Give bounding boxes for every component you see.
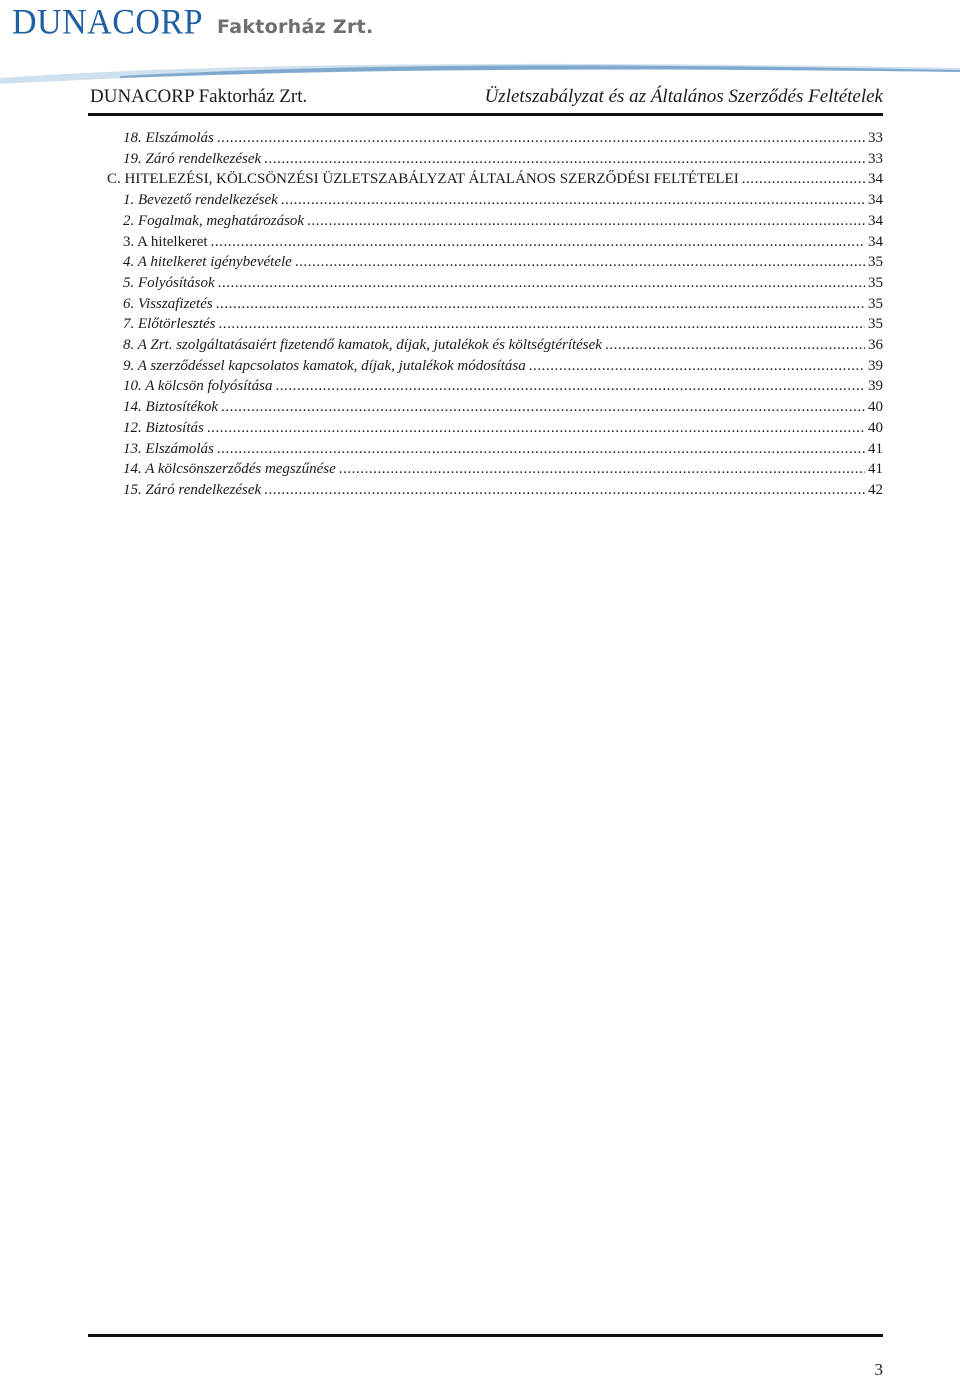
toc-entry[interactable] [107, 397, 883, 418]
toc-entry-title: 9. A szerződéssel kapcsolatos kamatok, díjak, jutalékok módosítása [123, 357, 526, 374]
toc-entry[interactable] [107, 314, 883, 335]
toc-leader [307, 211, 865, 232]
toc-entry[interactable] [107, 252, 883, 273]
toc-entry-page: 42 [868, 481, 883, 498]
toc-leader [264, 480, 865, 501]
toc-entry-page: 33 [868, 130, 883, 146]
header-document-title: Üzletszabályzat és az Általános Szerződés Feltételek [484, 86, 883, 107]
toc-leader [275, 376, 865, 397]
header-company: DUNACORP Faktorház Zrt. [90, 86, 308, 107]
toc-leader [529, 356, 865, 377]
toc-entry-page: 34 [868, 212, 883, 229]
toc-entry-title: 10. A kölcsön folyósítása [123, 378, 273, 395]
toc-entry[interactable] [107, 149, 883, 170]
toc-entry[interactable] [107, 211, 883, 232]
toc-leader [264, 149, 865, 170]
toc-leader [216, 294, 865, 315]
company-logo [12, 4, 374, 52]
toc-entry[interactable] [107, 459, 883, 480]
toc-entry[interactable] [107, 335, 883, 356]
toc-entry-title: 7. Előtörlesztés [123, 316, 216, 333]
toc-entry-page: 39 [868, 357, 883, 374]
toc-entry-page: 41 [868, 461, 883, 478]
toc-entry[interactable] [107, 418, 883, 439]
toc-entry[interactable] [107, 273, 883, 294]
toc-entry-page: 35 [868, 274, 883, 291]
toc-entry[interactable] [107, 356, 883, 377]
toc-entry-title: 8. A Zrt. szolgáltatásaiért fizetendő kamatok, díjak, jutalékok és költségtérítések [123, 337, 602, 354]
toc-entry[interactable] [107, 480, 883, 501]
toc-entry-title: 14. A kölcsönszerződés megszűnése [123, 461, 336, 478]
toc-entry-page: 35 [868, 254, 883, 271]
toc-entry[interactable] [107, 439, 883, 460]
toc-entry-page: 34 [868, 233, 883, 250]
toc-leader [742, 169, 865, 190]
toc-entry-page: 34 [868, 171, 883, 188]
toc-entry-page: 36 [868, 337, 883, 354]
toc-leader [217, 128, 865, 149]
toc-entry-title: 13. Elszámolás [123, 440, 214, 457]
toc-entry-title: 4. A hitelkeret igénybevétele [123, 254, 292, 271]
toc-entry-title: 5. Folyósítások [123, 274, 215, 291]
toc-entry-page: 41 [868, 440, 883, 457]
toc-entry[interactable] [107, 232, 883, 253]
toc-leader [339, 459, 865, 480]
logo-subtitle: Faktorház Zrt. [217, 16, 374, 38]
toc-entry-title: 3. A hitelkeret [123, 233, 208, 250]
header-rule [88, 113, 883, 116]
toc-entry-page: 39 [868, 378, 883, 395]
toc-entry[interactable] [107, 376, 883, 397]
page-number: 3 [874, 1360, 883, 1379]
toc-leader [218, 273, 865, 294]
toc-leader [281, 190, 865, 211]
toc-entry-page: 40 [868, 419, 883, 436]
toc-entry-title: 15. Záró rendelkezések [123, 481, 262, 498]
toc-leader [219, 314, 866, 335]
toc-entry-title: 19. Záró rendelkezések [123, 150, 262, 167]
logo-brand: DUNACORP [12, 3, 204, 42]
toc-leader [211, 232, 865, 253]
toc-leader [221, 397, 865, 418]
toc-entry-page: 35 [868, 295, 883, 312]
toc-entry-title: 6. Visszafizetés [123, 295, 213, 312]
toc-leader [295, 252, 865, 273]
toc-entry-title: 12. Biztosítás [123, 419, 204, 436]
toc-section-title: C. HITELEZÉSI, KÖLCSÖNZÉSI ÜZLETSZABÁLYZAT ÁLTALÁNOS SZERZŐDÉSI FELTÉTELEI [107, 171, 739, 188]
footer-rule [88, 1334, 883, 1337]
toc-entry[interactable] [107, 190, 883, 211]
toc-entry-page: 33 [868, 150, 883, 167]
toc-entry-title: 18. Elszámolás [123, 130, 214, 146]
toc-entry-page: 40 [868, 399, 883, 416]
toc-entry-page: 35 [868, 316, 883, 333]
toc-entry-title: 14. Biztosítékok [123, 399, 218, 416]
toc-section-entry[interactable] [107, 169, 883, 190]
toc-leader [217, 439, 865, 460]
header-swoosh-graphic [0, 50, 960, 90]
running-header [90, 86, 883, 112]
toc-entry-title: 2. Fogalmak, meghatározások [123, 212, 305, 229]
toc-entry[interactable] [107, 128, 883, 149]
toc-entry[interactable] [107, 294, 883, 315]
toc-entry-page: 34 [868, 192, 883, 209]
table-of-contents [107, 128, 883, 501]
toc-leader [605, 335, 865, 356]
toc-leader [207, 418, 865, 439]
toc-entry-title: 1. Bevezető rendelkezések [123, 192, 278, 209]
